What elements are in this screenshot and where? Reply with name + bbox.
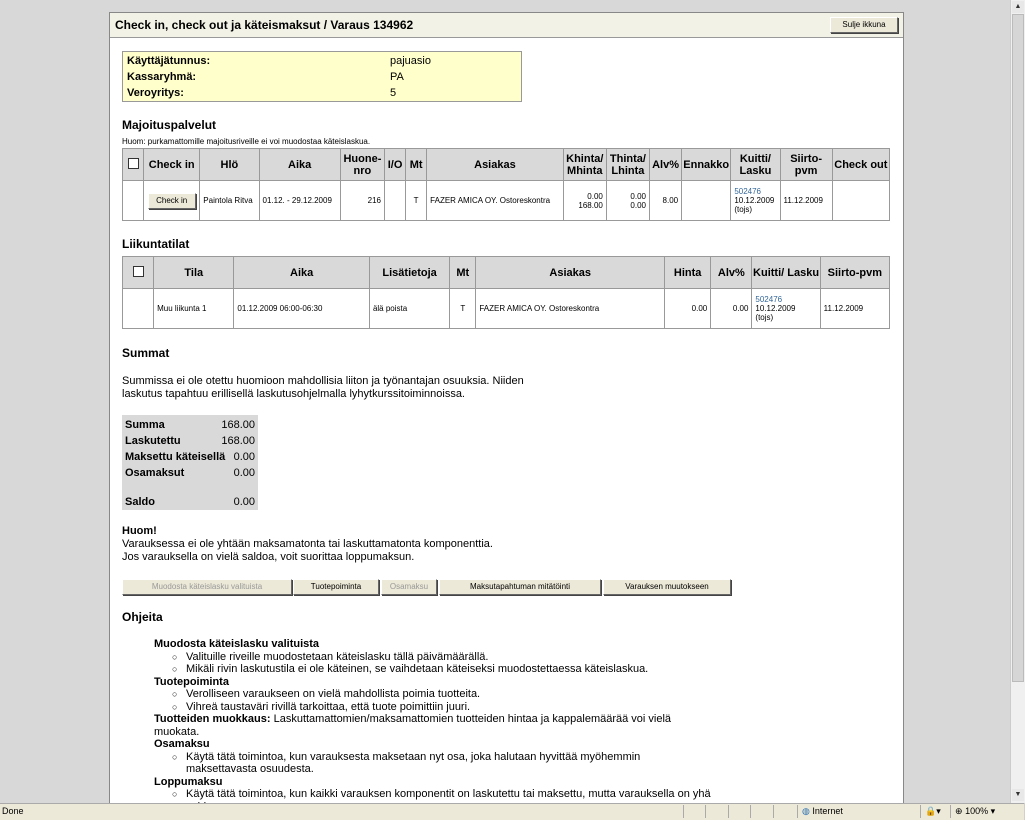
accommodation-heading: Majoituspalvelut [122,118,217,132]
checkin-button[interactable]: Check in [148,193,196,209]
zoom-control[interactable]: ⊕ 100% ▾ [950,805,1025,818]
list-item: ○ Käytä tätä toimintoa, kun varauksesta maksetaan nyt osa, joka halutaan hyvittää myöhemmin maksettavasta osuudesta. [154,751,714,776]
summary-label-kateinen: Maksettu käteisellä [125,451,226,463]
table-header-row [123,257,890,289]
list-item: ○ Vihreä taustaväri rivillä tarkoittaa, että tuote poimittiin juuri. [154,701,714,714]
info-value-username: pajuasio [390,55,431,67]
col-asiakas: Asiakas [476,257,665,289]
mhinta-value: 168.00 [578,200,603,210]
col-ennakko: Ennakko [682,149,731,181]
globe-icon: ◍ [802,806,810,816]
aika-cell: 01.12. - 29.12.2009 [259,181,340,221]
checkin-cell [144,181,200,221]
invoice-date: 10.12.2009 [734,196,775,205]
status-text: Done [2,806,24,816]
receipt-link[interactable]: 502476 [755,295,783,304]
status-segment [705,805,726,818]
col-thinta: Thinta/ Lhinta [606,149,649,181]
panel-titlebar [110,13,903,38]
table-header-row [123,149,890,181]
summary-value-saldo: 0.00 [233,496,255,508]
info-label-taxcompany: Veroyritys: [127,87,184,99]
col-khinta: Khinta/ Mhinta [563,149,606,181]
col-hlo: Hlö [200,149,259,181]
info-label-username: Käyttäjätunnus: [127,55,211,67]
help-final-heading: Loppumaksu [154,775,223,788]
help-edit-heading: Tuotteiden muokkaus: [154,713,271,725]
row-select-cell [123,289,154,329]
product-picking-button[interactable]: Tuotepoiminta [293,579,379,595]
summary-label-laskutettu: Laskutettu [125,435,181,447]
col-lisatietoja: Lisätietoja [369,257,449,289]
col-mt: Mt [406,149,427,181]
list-item: ○ Mikäli rivin laskutustila ei ole käteinen, se vaihdetaan käteiseksi muodostettaessa käteislaskua. [154,663,714,676]
summary-value-laskutettu: 168.00 [221,435,255,447]
hlo-cell: Paintola Ritva [200,181,259,221]
col-io: I/O [385,149,406,181]
col-checkout: Check out [832,149,889,181]
col-tila: Tila [154,257,234,289]
summary-text-line2: laskutus tapahtuu erillisellä laskutusohjelmalla lyhytkurssitoiminnoissa. [122,388,465,400]
summary-box [122,415,258,510]
status-segment [773,805,794,818]
info-value-cashgroup: PA [390,71,404,83]
summary-label-summa: Summa [125,419,165,431]
notice-line1: Varauksessa ei ole yhtään maksamatonta tai laskuttamatonta komponenttia. [122,538,493,550]
summary-label-osamaksut: Osamaksut [125,467,185,479]
ennakko-cell [682,181,731,221]
aika-cell: 01.12.2009 06:00-06:30 [234,289,370,329]
security-zone [797,805,922,818]
sports-table [122,256,890,329]
mt-cell: T [406,181,427,221]
instructions-list [154,638,714,813]
col-siirto: Siirto-pvm [820,257,889,289]
invoice-note: (tojs) [755,313,774,322]
zoom-level: 100% [965,806,989,816]
help-create-heading: Muodosta käteislasku valituista [154,638,320,650]
asiakas-cell: FAZER AMICA OY. Ostoreskontra [476,289,665,329]
col-hinta: Hinta [665,257,711,289]
alv-cell: 0.00 [711,289,752,329]
col-asiakas: Asiakas [427,149,564,181]
col-siirto: Siirto-pvm [780,149,832,181]
summary-value-summa: 168.00 [221,419,255,431]
kuitti-cell [731,181,780,221]
zoom-icon: ⊕ [955,806,963,816]
table-row [123,181,890,221]
thinta-cell [606,181,649,221]
summary-value-osamaksut: 0.00 [233,467,255,479]
list-item: ○ Käytä tätä toimintoa, kun kaikki varauksen komponentit on laskutettu tai maksettu, mutta varauksella on yhä [154,788,714,813]
instructions-heading: Ohjeita [122,610,163,624]
notice-heading: Huom! [122,525,157,537]
status-segment [683,805,704,818]
list-item: ○ Valituille riveille muodostetaan käteislasku tällä päivämäärällä. [154,651,714,664]
table-row [123,289,890,329]
asiakas-cell: FAZER AMICA OY. Ostoreskontra [427,181,564,221]
invoice-note: (tojs) [734,205,753,214]
checkout-cell [832,181,889,221]
summary-heading: Summat [122,346,170,360]
tila-cell: Muu liikunta 1 [154,289,234,329]
receipt-link[interactable]: 502476 [734,187,762,196]
col-kuitti: Kuitti/ Lasku [731,149,780,181]
scroll-thumb[interactable] [1012,14,1024,682]
col-mt: Mt [450,257,476,289]
list-item: ○ Verolliseen varaukseen on vielä mahdollista poimia tuotteita. [154,688,714,701]
col-alv: Alv% [650,149,682,181]
user-info-box [122,51,522,102]
siirto-cell: 11.12.2009 [780,181,832,221]
status-bar [0,803,1024,820]
col-checkin: Check in [144,149,200,181]
summary-text-line1: Summissa ei ole otettu huomioon mahdollisia liiton ja työnantajan osuuksia. Niiden [122,375,524,387]
cancel-payment-button[interactable]: Maksutapahtuman mitätöinti [439,579,601,595]
select-all-checkbox[interactable] [133,266,144,277]
zone-label: Internet [812,806,843,816]
partial-payment-button[interactable]: Osamaksu [381,579,437,595]
col-aika: Aika [259,149,340,181]
mt-cell: T [450,289,476,329]
select-all-checkbox[interactable] [128,158,139,169]
help-edit-line [154,713,714,738]
info-label-cashgroup: Kassaryhmä: [127,71,197,83]
accommodation-table [122,148,890,221]
khinta-cell [563,181,606,221]
select-all-header [123,149,144,181]
vertical-scrollbar[interactable] [1010,0,1025,803]
lisatietoja-cell: älä poista [369,289,449,329]
alv-cell: 8.00 [650,181,682,221]
checkin-panel [109,12,904,814]
thinta-value: 0.00 [630,191,646,201]
status-segment [750,805,771,818]
invoice-date: 10.12.2009 [755,304,796,313]
khinta-value: 0.00 [587,191,603,201]
panel-title: Check in, check out ja käteismaksut / Varaus 134962 [115,18,414,32]
col-aika: Aika [234,257,370,289]
reservation-edit-button[interactable]: Varauksen muutokseen [603,579,731,595]
create-cash-invoice-button[interactable]: Muodosta käteislasku valituista [122,579,292,595]
select-all-header [123,257,154,289]
summary-label-saldo: Saldo [125,496,155,508]
status-segment [728,805,749,818]
kuitti-cell [752,289,820,329]
scroll-down-icon[interactable]: ▼ [1012,789,1024,801]
summary-value-kateinen: 0.00 [233,451,255,463]
help-edit-text: Laskuttamattomien/maksamattomien tuotteiden hintaa ja kappalemäärää voi vielä muokata. [154,713,672,738]
io-cell [385,181,406,221]
help-product-heading: Tuotepoiminta [154,675,229,688]
accommodation-note: Huom: purkamattomille majoitusriveille ei voi muodostaa käteislaskua. [122,137,371,146]
help-partial-heading: Osamaksu [154,738,210,750]
info-value-taxcompany: 5 [390,87,397,99]
close-window-button[interactable]: Sulje ikkuna [830,17,898,33]
sports-heading: Liikuntatilat [122,237,190,251]
col-alv: Alv% [711,257,752,289]
siirto-cell: 11.12.2009 [820,289,889,329]
scroll-up-icon[interactable]: ▲ [1012,1,1024,13]
col-kuitti: Kuitti/ Lasku [752,257,820,289]
notice-line2: Jos varauksella on vielä saldoa, voit suorittaa loppumaksun. [122,551,415,563]
huone-cell: 216 [340,181,384,221]
protected-mode-icon[interactable]: 🔒▾ [920,805,951,818]
hinta-cell: 0.00 [665,289,711,329]
row-select-cell [123,181,144,221]
lhinta-value: 0.00 [630,200,646,210]
col-huone: Huone-nro [340,149,384,181]
